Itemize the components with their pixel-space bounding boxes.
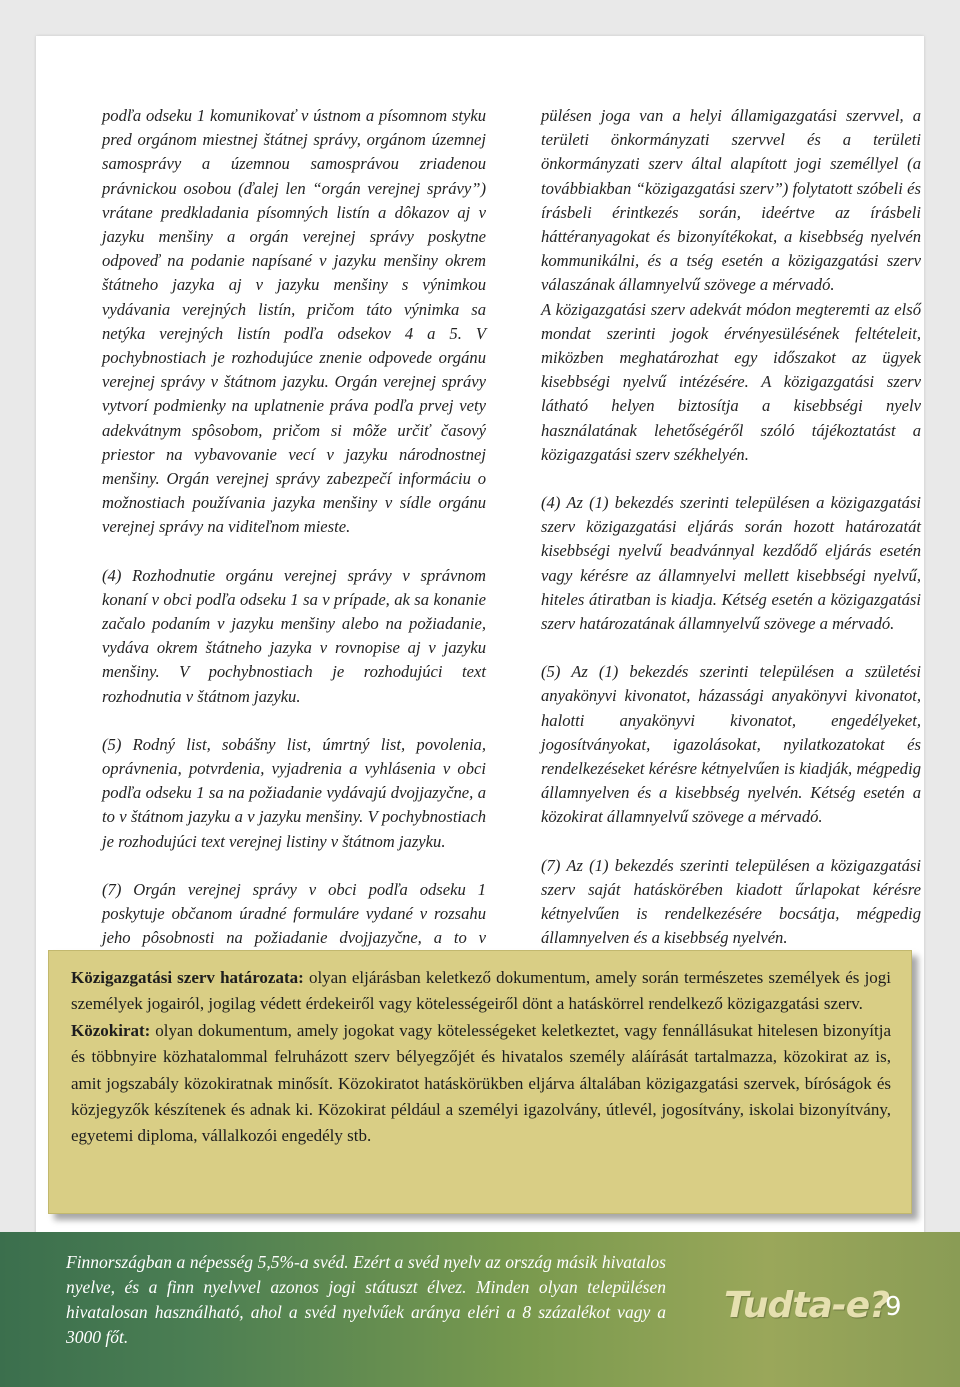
- paragraph-intro-hu: pülésen joga van a helyi államigazgatási szervvel, a területi önkormányzati szervvel és a területi önkormányzati szerv által alapított jogi személlyel (a továbbiakban “közigazgatási szerv”) folytatott szóbeli és írásbeli érintkezés során, ideértve az írásbeli háttéranyagokat és bizonyítékokat, a kisebbség nyelvén kommunikálni, és a tség esetén a közigazgatási szerv válaszának államnyelvű szövege a mérvadó.: [541, 106, 921, 295]
- fact-paragraph: Finnországban a népesség 5,5%-a svéd. Ezért a svéd nyelv az ország másik hivatalos nyelve, és a finn nyelvvel azonos jogi státuszt élvez. Minden olyan településen hivatalosan használható, ahol a svéd nyelvűek aránya eléri a 8 százalékot vagy a 3000 főt.: [66, 1252, 666, 1347]
- paragraph-section-4-sk: (4) Rozhodnutie orgánu verejnej správy v správnom konaní v obci podľa odseku 1 sa v prípade, ak sa konanie začalo podaním v jazyku menšiny alebo na požiadanie, vydáva okrem štátneho jazyka v rovnopise aj v jazyku menšiny. V pochybnostiach je rozhodujúci text rozhodnutia v štátnom jazyku.: [102, 565, 486, 706]
- paragraph-intro-hu-continued: A közigazgatási szerv adekvát módon megteremti az első mondat szerinti jogok érvényesülésének feltételeit, miközben meghatározhat egy időszakot az ügyek kisebbségi nyelvű intézésére. A közigazgatási szerv látható helyen biztosítja a kisebbségi nyelv használatának lehetőségéről szóló tájékoztatást a közigazgatási szerv székhelyén.: [541, 299, 921, 464]
- definition-term: Közigazgatási szerv határozata:: [71, 968, 304, 987]
- paragraph-section-4-hu: (4) Az (1) bekezdés szerinti településen a közigazgatási szerv közigazgatási eljárás során hozott határozatát kisebbségi nyelvű beadvánnyal kezdődő eljárás esetén vagy kérésre az államnyelvi mellett kisebbségi nyelvű, hiteles átiratban is kiadja. Kétség esetén a közigazgatási szerv határozatának államnyelvű szövege a mérvadó.: [541, 493, 921, 634]
- paragraph-section-5-hu: (5) Az (1) bekezdés szerinti településen a születési anyakönyvi kivonatot, házassági anyakönyvi kivonatot, halotti anyakönyvi kivonatot, engedélyeket, jogosítványokat, igazolásokat, nyilatkozatokat és rendelkezéseket kérésre kétnyelvűen is kiadják, mégpedig államnyelven és a kisebbség nyelvén. Kétség esetén a közokirat államnyelvű szövege a mérvadó.: [541, 662, 921, 827]
- fact-text: [66, 1250, 666, 1350]
- definition-body: olyan dokumentum, amely jogokat vagy kötelességeket keletkeztet, vagy fennállásukat hitelesen bizonyítja és többnyire közhatalommal felruházott szerv bélyegzőjét és hivatalos személy aláírását tartalmazza, közokirat az is, amit jogszabály közokiratnak minősít. Közokiratot hatáskörükben eljárva általában közigazgatási szervek, bíróságok és közjegyzők készítenek és adnak ki. Közokirat például a személyi igazolvány, útlevél, jogosítvány, iskolai bizonyítvány, egyetemi diploma, vállalkozói engedély stb.: [71, 1020, 891, 1146]
- paragraph-section-5-sk: (5) Rodný list, sobášny list, úmrtný list, povolenia, oprávnenia, potvrdenia, vyjadrenia a vyhlásenia v obci podľa odseku 1 sa na požiadanie vydávajú dvojjazyčne, a to v štátnom jazyku a v jazyku menšiny. V pochybnostiach je rozhodujúci text verejnej listiny v štátnom jazyku.: [102, 734, 486, 851]
- definition-text: [71, 965, 891, 1150]
- paragraph-intro-sk: podľa odseku 1 komunikovať v ústnom a písomnom styku pred orgánom miestnej štátnej správy, orgánom územnej samosprávy a územnou samosprávou zriadenou právnickou osobou (ďalej len “orgán verejnej správy”) vrátane predkladania písomných listín a dôkazov aj v jazyku menšiny a orgán verejnej správy poskytne odpoveď na podanie napísané v jazyku menšiny okrem štátneho jazyka aj v jazyku menšiny s výnimkou vydávania verejných listín, pričom táto výnimka sa netýka verejných listín podľa odsekov 4 a 5. V pochybnostiach je rozhodujúce znenie odpovede orgánu verejnej správy v štátnom jazyku. Orgán verejnej správy vytvorí podmienky na uplatnenie práva podľa prvej vety adekvátnym spôsobom, pričom si môže určiť časový priestor na vybavovanie vecí v jazyku národnostnej menšiny. Orgán verejnej správy zabezpečí informáciu o možnostiach používania jazyka menšiny v sídle orgánu verejnej správy na viditeľnom mieste.: [102, 106, 486, 537]
- page-number: 9: [885, 1292, 902, 1322]
- definition-box: [48, 950, 912, 1214]
- paragraph-section-7-sk: (7) Orgán verejnej správy v obci podľa odseku 1 poskytuje občanom úradné formuláre vydané v rozsahu jeho pôsobnosti na požiadanie dvojjazyčne, a to v: [102, 879, 486, 948]
- tudta-e-logo: Tudta-e?: [724, 1285, 890, 1326]
- definition-term: Közokirat:: [71, 1020, 151, 1040]
- definition-body: olyan eljárásban keletkező dokumentum, amely során természetes személyek és jogi személyek jogairól, jogilag védett érdekeiről vagy kötelességeiről dönt a hatáskörrel rendelkező közigazgatási szerv.: [71, 968, 892, 1014]
- definition-entry-hatarozat: [71, 965, 891, 1018]
- paragraph-section-7-hu: (7) Az (1) bekezdés szerinti településen a közigazgatási szerv saját hatáskörében kiadott űrlapokat kérésre kétnyelvűen is rendelkezésére bocsátja, mégpedig államnyelven és a kisebbség nyelvén.: [541, 855, 921, 948]
- left-column-slovak: [102, 104, 486, 999]
- definition-entry-kozokirat: [71, 1018, 891, 1150]
- did-you-know-band: [0, 1232, 960, 1387]
- right-column-hungarian: [541, 104, 921, 975]
